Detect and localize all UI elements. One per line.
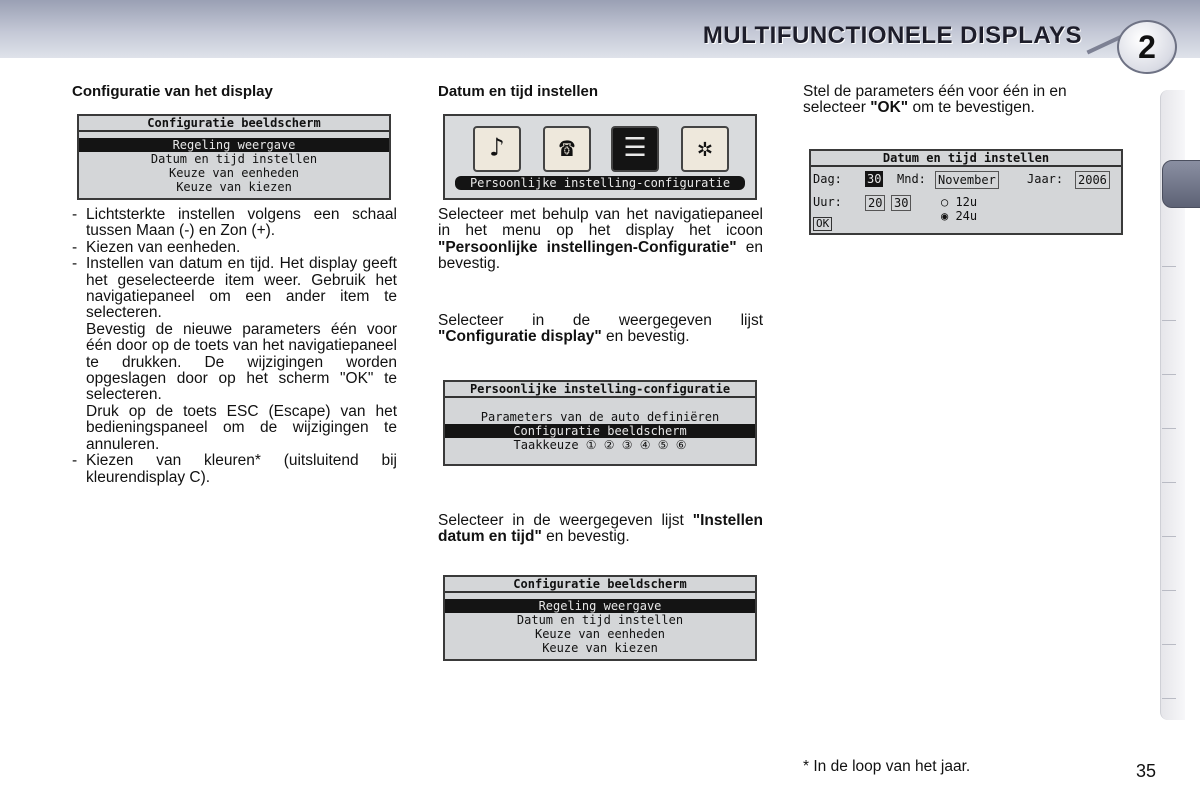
lcd-title: Datum en tijd instellen (811, 151, 1121, 167)
month-label: Mnd: (897, 172, 926, 186)
active-chapter-tab (1162, 160, 1200, 208)
lcd-title: Persoonlijke instelling-configuratie (445, 382, 755, 398)
phone-icon: ☎ (543, 126, 591, 172)
lcd-item: Keuze van eenheden (168, 166, 300, 180)
footnote: * In de loop van het jaar. (803, 758, 971, 775)
day-field: 30 (867, 172, 882, 186)
lcd-item-selected: Regeling weergave (445, 599, 755, 613)
lcd-item: Datum en tijd instellen (516, 613, 684, 627)
minute-field: 30 (891, 195, 911, 211)
sidebar-tick (1162, 482, 1176, 483)
lcd-screen-display-config-2 (443, 575, 757, 661)
section-heading-date-time: Datum en tijd instellen (438, 83, 599, 100)
radio-24h-selected: ◉ 24u (941, 209, 978, 223)
list-item-continuation: Bevestig de nieuwe parameters één voor één door op de toets van het navigatiepaneel te drukken. De wijzigingen worden opgeslagen door op het scherm "OK" te selecteren. (86, 320, 397, 404)
ok-button: OK (813, 217, 832, 231)
sidebar-tick (1162, 320, 1176, 321)
lcd-screen-personal-config (443, 380, 757, 466)
paragraph: Selecteer met behulp van het navigatiepaneel in het menu op het display het icoon "Persoonlijke instellingen-Configuratie" en bevestig. (438, 206, 763, 273)
sidebar-tick (1162, 266, 1176, 267)
lcd-item: Keuze van kiezen (542, 641, 658, 655)
lcd-item-selected: Configuratie beeldscherm (445, 424, 755, 438)
lcd-item-selected: Regeling weergave (79, 138, 389, 152)
lcd-screen-display-config (77, 114, 391, 200)
chapter-title: MULTIFUNCTIONELE DISPLAYS (702, 22, 1082, 49)
day-label: Dag: (813, 172, 842, 186)
lcd-screen-date-time (809, 149, 1123, 235)
sidebar-tick (1162, 428, 1176, 429)
list-item-continuation: Druk op de toets ESC (Escape) van het bedieningspaneel om de wijzigingen te annuleren. (86, 402, 397, 453)
lcd-screen-icon-menu (443, 114, 757, 200)
lcd-title: Configuratie beeldscherm (79, 116, 389, 132)
icon-menu-caption: Persoonlijke instelling-configuratie (455, 176, 745, 190)
settings-sliders-icon: ☰ (611, 126, 659, 172)
climate-icon: ✲ (681, 126, 729, 172)
list-item: - Instellen van datum en tijd. Het display geeft het geselecteerde item weer. Gebruik het navigatiepaneel om een ander item te selecteren. (72, 255, 397, 322)
section-heading-display-config: Configuratie van het display (72, 83, 273, 100)
sidebar-tick (1162, 536, 1176, 537)
lcd-item: Keuze van kiezen (176, 180, 292, 194)
year-field: 2006 (1075, 171, 1110, 189)
lcd-item: Parameters van de auto definiëren (480, 410, 720, 424)
page-header (0, 0, 1200, 58)
lcd-title: Configuratie beeldscherm (445, 577, 755, 593)
hour-label: Uur: (813, 195, 842, 209)
sidebar-tick (1162, 698, 1176, 699)
list-item: - Kiezen van kleuren* (uitsluitend bij kleurendisplay C). (72, 452, 397, 486)
list-item: - Kiezen van eenheden. (72, 238, 241, 256)
page-number: 35 (1136, 761, 1157, 781)
music-icon: ♪ (473, 126, 521, 172)
year-label: Jaar: (1027, 172, 1064, 186)
chapter-number-badge: 2 (1117, 20, 1177, 74)
lcd-item: Keuze van eenheden (534, 627, 666, 641)
radio-12h: ○ 12u (941, 195, 978, 209)
paragraph: Selecteer in de weergegeven lijst "Configuratie display" en bevestig. (438, 312, 763, 346)
lcd-item: Datum en tijd instellen (150, 152, 318, 166)
sidebar-tick (1162, 590, 1176, 591)
bullet-list (72, 207, 397, 486)
paragraph: Selecteer in de weergegeven lijst "Instellen datum en tijd" en bevestig. (438, 512, 763, 546)
sidebar-tick (1162, 644, 1176, 645)
paragraph: Stel de parameters één voor één in en selecteer "OK" om te bevestigen. (803, 83, 1067, 117)
sidebar-tick (1162, 374, 1176, 375)
lcd-item: Taakkeuze ① ② ③ ④ ⑤ ⑥ (513, 438, 687, 452)
list-item: - Lichtsterkte instellen volgens een schaal tussen Maan (-) en Zon (+). (72, 206, 397, 240)
hour-field: 20 (865, 195, 885, 211)
month-field: November (935, 171, 999, 189)
